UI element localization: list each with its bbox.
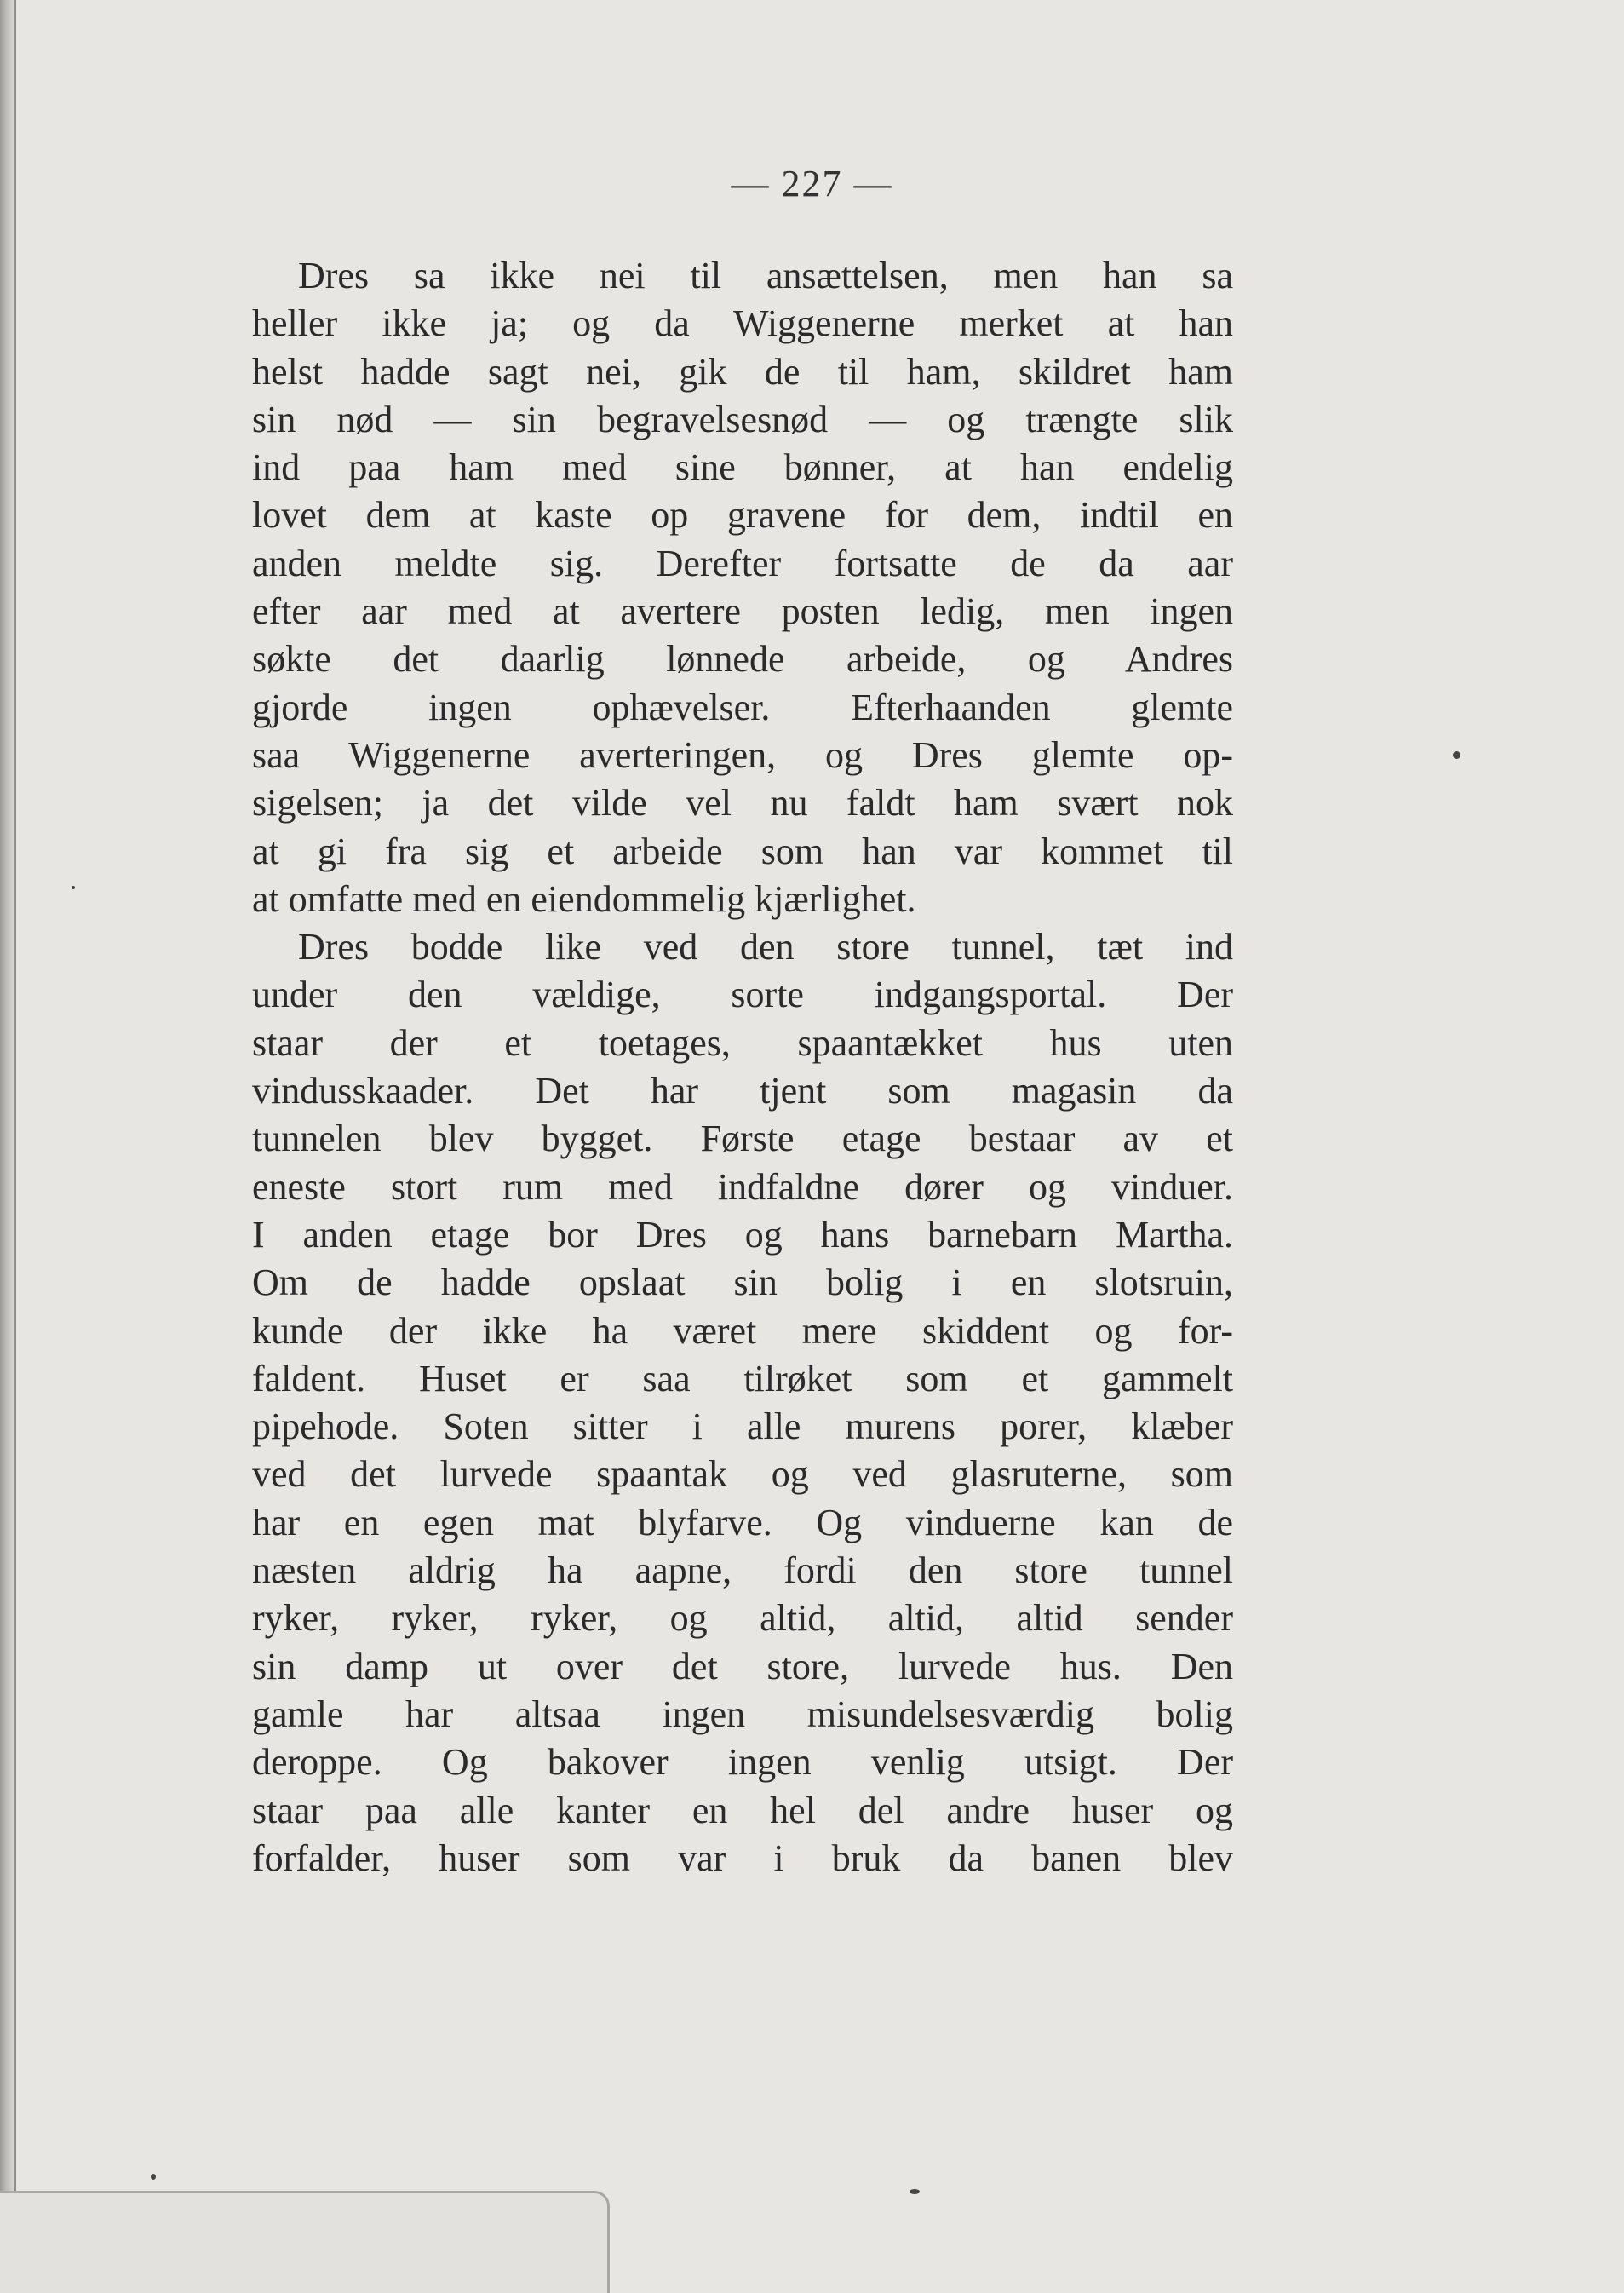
- text-line: pipehode. Soten sitter i alle murens porer, klæber: [252, 1405, 1233, 1448]
- text-line: staar der et toetages, spaantækket hus uten: [252, 1021, 1233, 1064]
- page-edge-line: [14, 0, 16, 2290]
- text-line: Dres bodde like ved den store tunnel, tæt ind: [298, 926, 1233, 968]
- book-spine-shadow: [0, 0, 14, 2290]
- text-line: eneste stort rum med indfaldne dører og vinduer.: [252, 1165, 1233, 1208]
- paper-speck: [151, 2174, 156, 2180]
- text-line: sin damp ut over det store, lurvede hus. Den: [252, 1645, 1233, 1687]
- paper-speck: [910, 2189, 920, 2194]
- text-line: I anden etage bor Dres og hans barnebarn Martha.: [252, 1213, 1233, 1256]
- text-line: ryker, ryker, ryker, og altid, altid, altid sender: [252, 1597, 1233, 1640]
- text-line: næsten aldrig ha aapne, fordi den store tunnel: [252, 1549, 1233, 1592]
- text-line: har en egen mat blyfarve. Og vinduerne kan de: [252, 1501, 1233, 1543]
- text-line: under den vældige, sorte indgangsportal. Der: [252, 974, 1233, 1016]
- text-line-paragraph-end: at omfatte med en eiendommelig kjærlighet.: [252, 877, 916, 920]
- text-line: deroppe. Og bakover ingen venlig utsigt. Der: [252, 1741, 1233, 1784]
- text-line: gamle har altsaa ingen misundelsesværdig bolig: [252, 1692, 1233, 1735]
- text-line: forfalder, huser som var i bruk da banen blev: [252, 1836, 1233, 1879]
- text-line: ind paa ham med sine bønner, at han endelig: [252, 446, 1233, 489]
- text-line: gjorde ingen ophævelser. Efterhaanden glemte: [252, 686, 1233, 728]
- text-line: helst hadde sagt nei, gik de til ham, skildret ham: [252, 350, 1233, 393]
- text-line: faldent. Huset er saa tilrøket som et gammelt: [252, 1357, 1233, 1399]
- text-line: efter aar med at avertere posten ledig, men ingen: [252, 590, 1233, 633]
- text-line: kunde der ikke ha været mere skiddent og for-: [252, 1309, 1233, 1352]
- text-line: sigelsen; ja det vilde vel nu faldt ham svært nok: [252, 782, 1233, 825]
- text-line: ved det lurvede spaantak og ved glasruterne, som: [252, 1453, 1233, 1496]
- text-line: søkte det daarlig lønnede arbeide, og Andres: [252, 638, 1233, 681]
- text-line: sin nød — sin begravelsesnød — og trængte slik: [252, 398, 1233, 440]
- text-line: saa Wiggenerne averteringen, og Dres glemte op-: [252, 733, 1233, 776]
- bottom-paper-tab: [0, 2191, 610, 2293]
- paper-speck: [72, 886, 75, 889]
- text-line: Om de hadde opslaat sin bolig i en slotsruin,: [252, 1261, 1233, 1304]
- text-line: lovet dem at kaste op gravene for dem, indtil en: [252, 494, 1233, 537]
- page-number: — 227 —: [731, 163, 893, 204]
- text-line: vindusskaader. Det har tjent som magasin da: [252, 1070, 1233, 1112]
- text-line: Dres sa ikke nei til ansættelsen, men han sa: [298, 255, 1233, 296]
- body-text: [252, 252, 1233, 1882]
- paper-speck: [1453, 751, 1460, 759]
- text-line: at gi fra sig et arbeide som han var kommet til: [252, 830, 1233, 872]
- text-line: staar paa alle kanter en hel del andre huser og: [252, 1789, 1233, 1831]
- text-line: heller ikke ja; og da Wiggenerne merket at han: [252, 302, 1233, 345]
- text-line: tunnelen blev bygget. Første etage bestaar av et: [252, 1118, 1233, 1160]
- text-line: anden meldte sig. Derefter fortsatte de da aar: [252, 542, 1233, 584]
